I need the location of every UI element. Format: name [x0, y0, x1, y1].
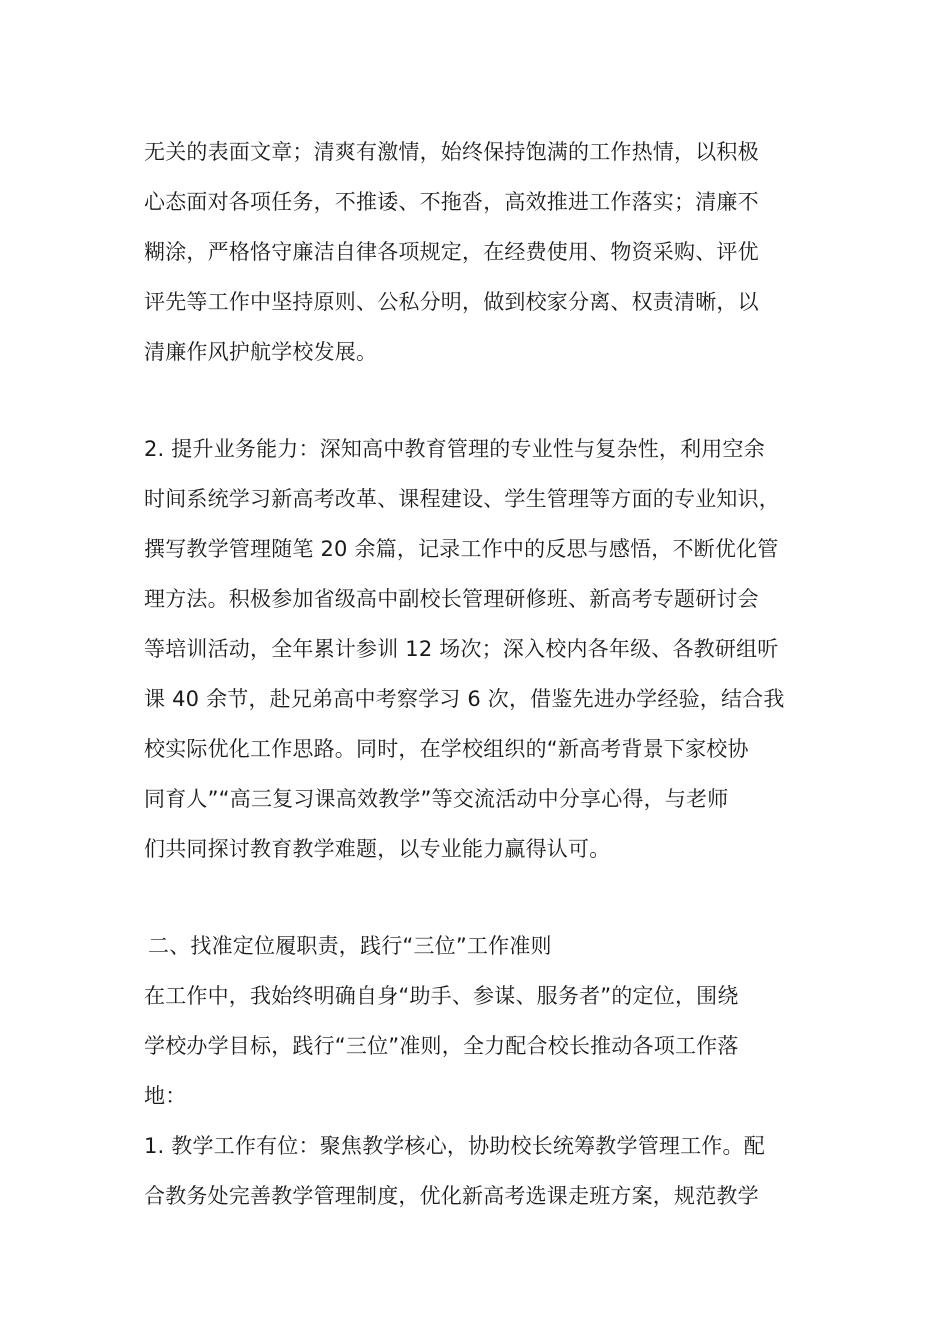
- paragraph-line: 地：: [144, 1084, 187, 1108]
- paragraph-line: 心态面对各项任务，不推诿、不拖沓，高效推进工作落实；清廉不: [144, 190, 759, 214]
- paragraph-line: 们共同探讨教育教学难题，以专业能力赢得认可。: [144, 837, 611, 861]
- paragraph-line: 校实际优化工作思路。同时，在学校组织的“新高考背景下家校协: [144, 737, 749, 761]
- paragraph-line: 同育人”“高三复习课高效教学”等交流活动中分享心得，与老师: [144, 787, 729, 811]
- paragraph-line: 无关的表面文章；清爽有激情，始终保持饱满的工作热情，以积极: [144, 140, 759, 164]
- paragraph-line: 学校办学目标，践行“三位”准则，全力配合校长推动各项工作落: [144, 1034, 739, 1058]
- section-heading: 二、找准定位履职责，践行“三位”工作准则: [148, 934, 552, 958]
- paragraph-line: 合教务处完善教学管理制度，优化新高考选课走班方案，规范教学: [144, 1184, 759, 1208]
- paragraph-line: 等培训活动，全年累计参训 12 场次；深入校内各年级、各教研组听: [144, 637, 779, 661]
- paragraph-line: 评先等工作中坚持原则、公私分明，做到校家分离、权责清晰，以: [144, 290, 759, 314]
- paragraph-line: 清廉作风护航学校发展。: [144, 340, 378, 364]
- paragraph-line: 理方法。积极参加省级高中副校长管理研修班、新高考专题研讨会: [144, 587, 759, 611]
- paragraph-line: 2. 提升业务能力：深知高中教育管理的专业性与复杂性，利用空余: [144, 437, 765, 461]
- paragraph-line: 在工作中，我始终明确自身“助手、参谋、服务者”的定位，围绕: [144, 984, 739, 1008]
- paragraph-line: 糊涂，严格恪守廉洁自律各项规定，在经费使用、物资采购、评优: [144, 240, 759, 264]
- paragraph-line: 撰写教学管理随笔 20 余篇，记录工作中的反思与感悟，不断优化管: [144, 537, 779, 561]
- paragraph-line: 课 40 余节，赴兄弟高中考察学习 6 次，借鉴先进办学经验，结合我: [144, 687, 785, 711]
- paragraph-line: 1. 教学工作有位：聚焦教学核心，协助校长统筹教学管理工作。配: [144, 1134, 765, 1158]
- paragraph-line: 时间系统学习新高考改革、课程建设、学生管理等方面的专业知识，: [144, 487, 780, 511]
